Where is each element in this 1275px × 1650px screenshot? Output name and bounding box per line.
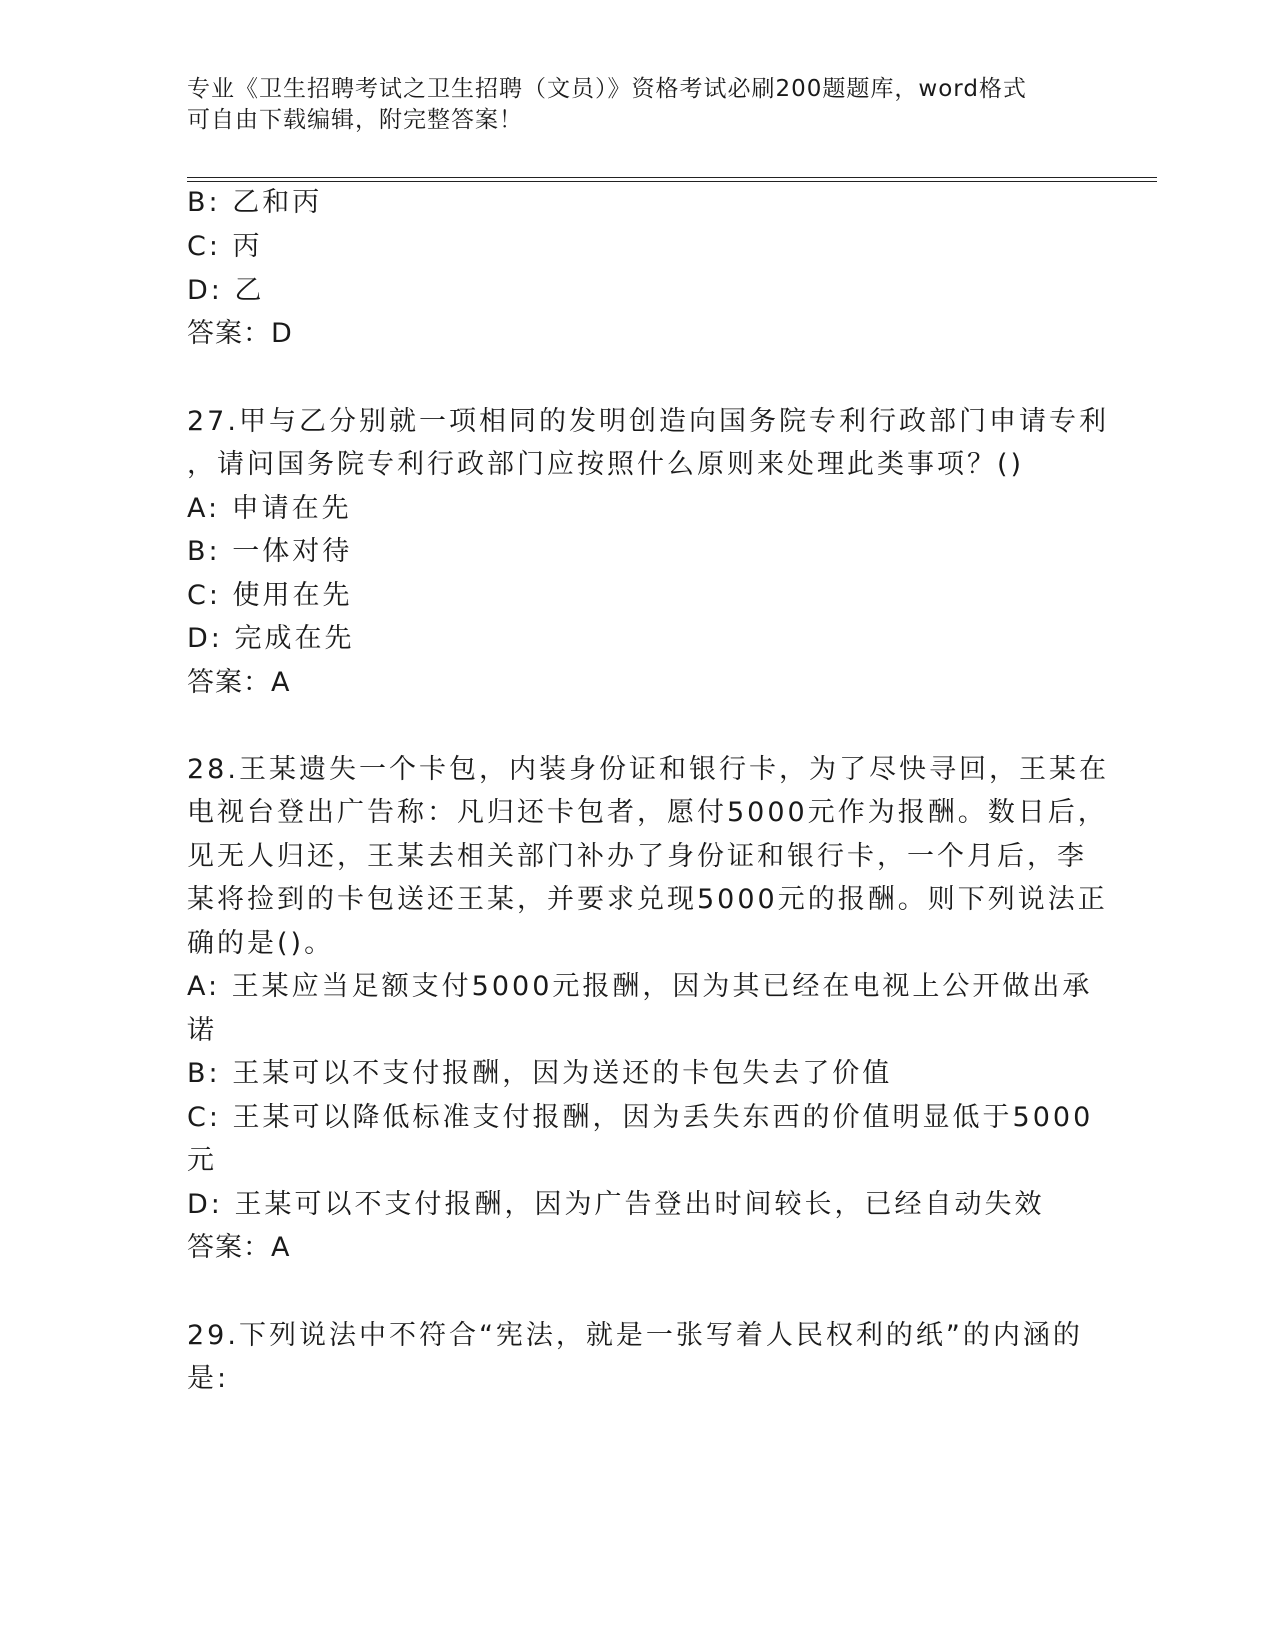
q28-stem-line-1: 28.王某遗失一个卡包，内装身份证和银行卡，为了尽快寻回，王某在 xyxy=(187,754,1109,785)
q27-stem-line-1: 27.甲与乙分别就一项相同的发明创造向国务院专利行政部门申请专利 xyxy=(187,406,1109,437)
page-header xyxy=(187,74,1067,136)
header-line-1: 专业《卫生招聘考试之卫生招聘（文员）》资格考试必刷200题题库，word格式 xyxy=(187,76,1027,102)
q26-answer: 答案：D xyxy=(187,318,293,349)
q26-option-c: C: 丙 xyxy=(187,231,263,262)
q28-stem-line-2: 电视台登出广告称：凡归还卡包者，愿付5000元作为报酬。数日后， xyxy=(187,797,1108,828)
q27-stem-line-2: ，请问国务院专利行政部门应按照什么原则来处理此类事项？() xyxy=(187,449,1025,480)
q27-option-a: A: 申请在先 xyxy=(187,493,352,524)
q27-answer: 答案：A xyxy=(187,667,291,698)
header-divider-top xyxy=(187,177,1157,178)
q28-answer: 答案：A xyxy=(187,1232,291,1263)
q26-option-b: B: 乙和丙 xyxy=(187,187,323,218)
q28-stem-line-5: 确的是()。 xyxy=(187,928,335,959)
q29-stem-line-1: 29.下列说法中不符合“宪法，就是一张写着人民权利的纸”的内涵的 xyxy=(187,1320,1083,1351)
q28-option-b: B: 王某可以不支付报酬，因为送还的卡包失去了价值 xyxy=(187,1058,893,1089)
q27-option-d: D: 完成在先 xyxy=(187,623,355,654)
q28-stem-line-4: 某将捡到的卡包送还王某，并要求兑现5000元的报酬。则下列说法正 xyxy=(187,884,1108,915)
q28-option-a-line-1: A: 王某应当足额支付5000元报酬，因为其已经在电视上公开做出承 xyxy=(187,971,1093,1002)
q28-option-c-line-2: 元 xyxy=(187,1145,217,1176)
header-line-2: 可自由下载编辑，附完整答案！ xyxy=(187,107,523,133)
q28-option-c-line-1: C: 王某可以降低标准支付报酬，因为丢失东西的价值明显低于5000 xyxy=(187,1102,1094,1133)
q26-option-d: D: 乙 xyxy=(187,275,265,306)
q28-option-a-line-2: 诺 xyxy=(187,1015,217,1046)
q27-option-b: B: 一体对待 xyxy=(187,536,353,567)
q28-option-d: D: 王某可以不支付报酬，因为广告登出时间较长，已经自动失效 xyxy=(187,1189,1045,1220)
q27-option-c: C: 使用在先 xyxy=(187,580,353,611)
q28-stem-line-3: 见无人归还，王某去相关部门补办了身份证和银行卡，一个月后，李 xyxy=(187,841,1087,872)
q29-stem-line-2: 是: xyxy=(187,1363,230,1394)
header-divider-bottom xyxy=(187,181,1157,182)
